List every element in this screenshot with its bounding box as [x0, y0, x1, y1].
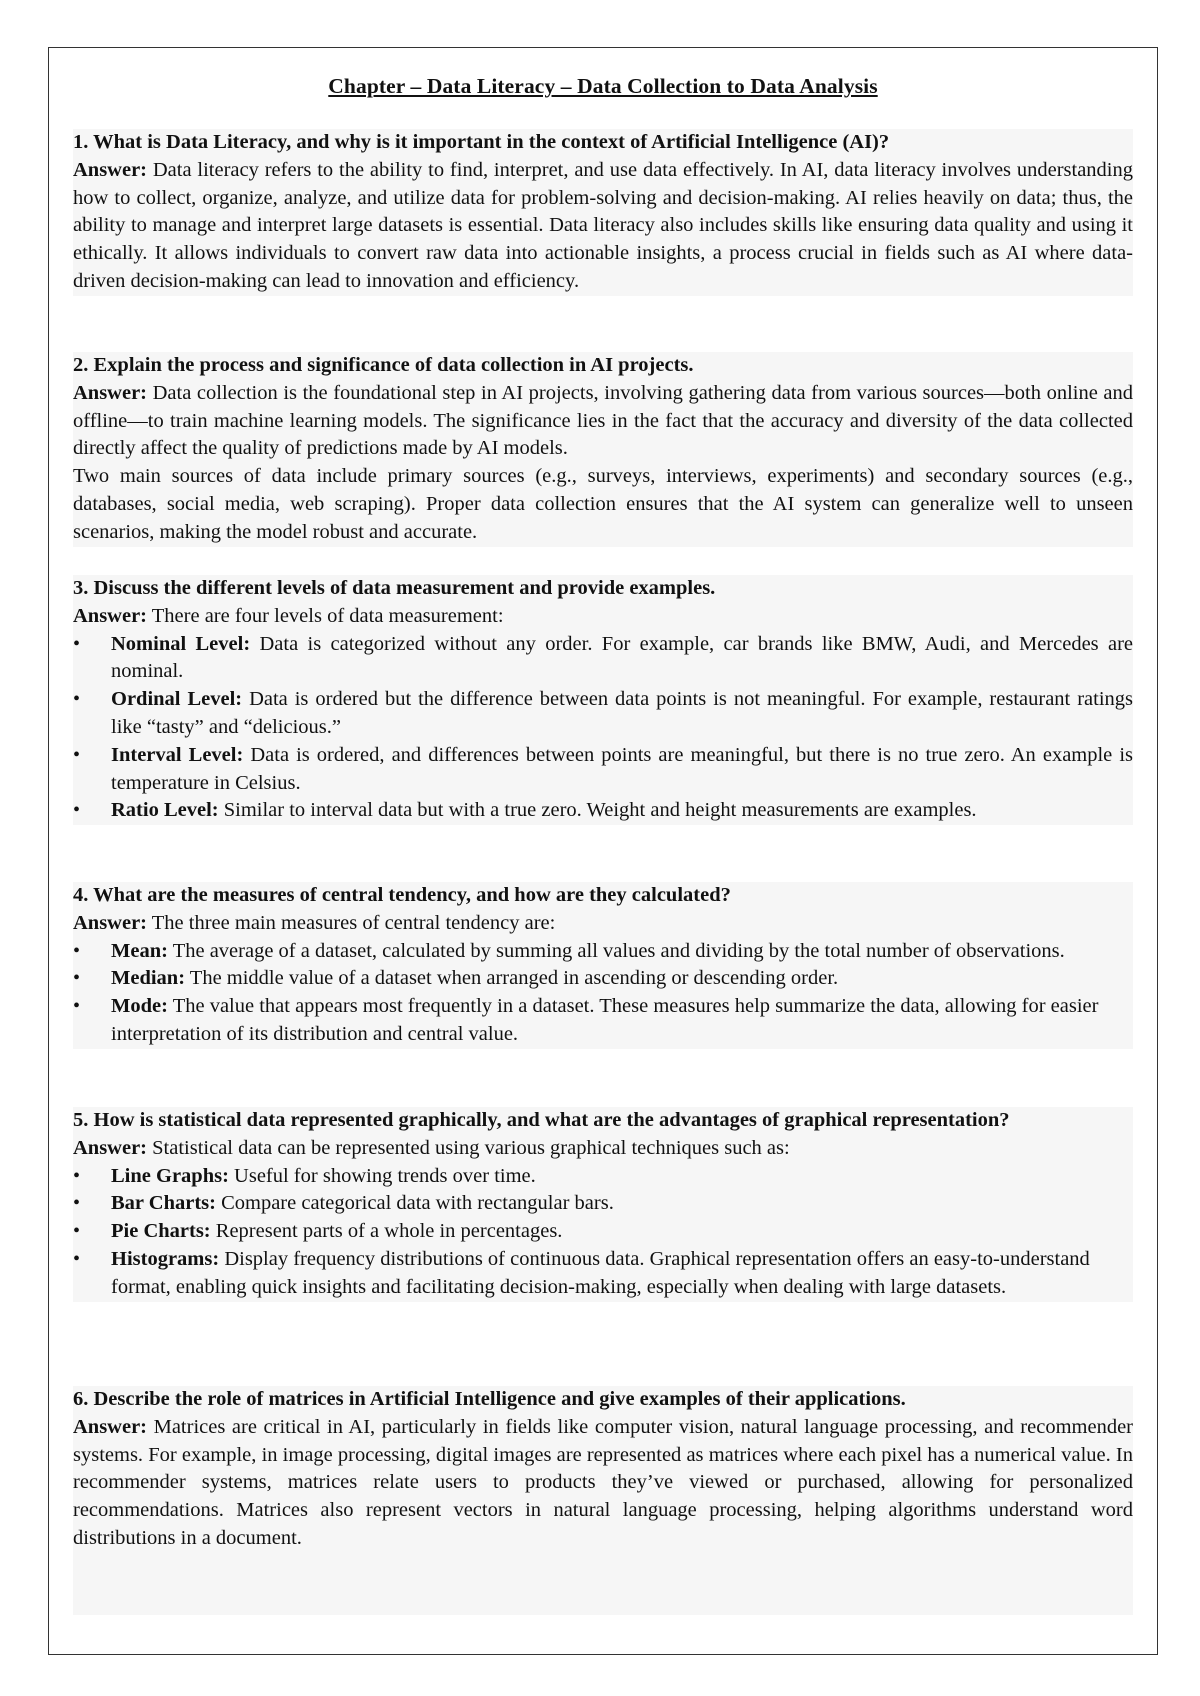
answer-label: Answer: — [73, 1136, 148, 1159]
list-item-term: Ordinal Level: — [111, 688, 243, 711]
list-item-term: Mode: — [111, 995, 168, 1018]
question-2: 2. Explain the process and significance of data collection in AI projects. — [73, 354, 694, 376]
graph-types-list — [73, 1163, 1133, 1302]
answer-1 — [73, 157, 1133, 296]
chapter-title: Chapter – Data Literacy – Data Collection to Data Analysis — [328, 74, 878, 98]
list-item-text: Useful for showing trends over time. — [234, 1164, 536, 1187]
qa-section-3 — [73, 575, 1133, 825]
list-item-text: The value that appears most frequently in a dataset. These measures help summarize the data, allowing for easier interpretation of its distribution and central value. — [111, 995, 1099, 1045]
measurement-levels-list — [73, 631, 1133, 826]
list-item-term: Median: — [111, 967, 186, 990]
list-item — [73, 686, 1133, 742]
question-6: 6. Describe the role of matrices in Artificial Intelligence and give examples of their applications. — [73, 1388, 906, 1410]
answer-text: Statistical data can be represented using various graphical techniques such as: — [152, 1136, 790, 1159]
list-item — [73, 1218, 1133, 1246]
answer-label: Answer: — [73, 911, 148, 934]
qa-section-4 — [73, 882, 1133, 1049]
list-item — [73, 1246, 1133, 1302]
list-item-term: Line Graphs: — [111, 1164, 229, 1187]
list-item-term: Nominal Level: — [111, 632, 251, 655]
list-item — [73, 797, 1133, 825]
question-1: 1. What is Data Literacy, and why is it important in the context of Artificial Intelligence (AI)? — [73, 131, 890, 153]
list-item-text: Compare categorical data with rectangular bars. — [221, 1192, 614, 1215]
list-item-text: Display frequency distributions of continuous data. Graphical representation offers an easy-to-understand format, enabling quick insights and facilitating decision-making, especially when dealing with large datasets. — [111, 1247, 1090, 1298]
answer-6 — [73, 1414, 1133, 1553]
answer-4 — [73, 910, 1133, 938]
list-item-text: Data is ordered but the difference between data points is not meaningful. For example, restaurant ratings like “tasty” and “delicious.” — [111, 688, 1134, 738]
answer-text: There are four levels of data measurement: — [151, 604, 504, 627]
answer-2-continued: Two main sources of data include primary sources (e.g., surveys, interviews, experiments) and secondary sources (e.g., databases, social media, web scraping). Proper data collection ensures that the AI system can generalize well to unseen scenarios, making the model robust and accurate. — [73, 465, 1133, 543]
list-item — [73, 1163, 1133, 1191]
page-frame — [48, 47, 1158, 1655]
list-item-text: The middle value of a dataset when arranged in ascending or descending order. — [189, 967, 839, 990]
qa-section-5 — [73, 1107, 1133, 1302]
qa-section-1 — [73, 129, 1133, 296]
answer-label: Answer: — [73, 381, 148, 404]
answer-3 — [73, 603, 1133, 631]
list-item-term: Pie Charts: — [111, 1220, 211, 1243]
answer-text: Data literacy refers to the ability to find, interpret, and use data effectively. In AI, data literacy involves understanding how to collect, organize, analyze, and utilize data for problem-solving and decision-making. AI relies heavily on data; thus, the ability to manage and interpret large datasets is essential. Data literacy also includes skills like ensuring data quality and using it ethically. It allows individuals to convert raw data into actionable insights, a process crucial in fields such as AI where data-driven decision-making can lead to innovation and efficiency. — [73, 158, 1134, 292]
central-tendency-list — [73, 938, 1133, 1049]
list-item — [73, 965, 1133, 993]
list-item-term: Bar Charts: — [111, 1192, 216, 1215]
answer-2 — [73, 380, 1133, 463]
qa-section-2 — [73, 352, 1133, 547]
question-5: 5. How is statistical data represented graphically, and what are the advantages of graphical representation? — [73, 1109, 1010, 1131]
question-4: 4. What are the measures of central tendency, and how are they calculated? — [73, 884, 731, 906]
list-item-text: The average of a dataset, calculated by summing all values and dividing by the total number of observations. — [172, 939, 1065, 962]
list-item-term: Mean: — [111, 939, 168, 962]
answer-label: Answer: — [73, 604, 148, 627]
list-item-term: Histograms: — [111, 1247, 220, 1270]
list-item — [73, 631, 1133, 687]
list-item-text: Represent parts of a whole in percentages. — [215, 1220, 563, 1243]
answer-text: Data collection is the foundational step in AI projects, involving gathering data from various sources—both online and offline—to train machine learning models. The significance lies in the fact that the accuracy and diversity of the data collected directly affect the quality of predictions made by AI models. — [73, 381, 1133, 460]
list-item — [73, 1190, 1133, 1218]
list-item-text: Similar to interval data but with a true zero. Weight and height measurements are examples. — [223, 799, 977, 822]
list-item — [73, 938, 1133, 966]
answer-text: Matrices are critical in AI, particularly in fields like computer vision, natural language processing, and recommender systems. For example, in image processing, digital images are represented as matrices where each pixel has a numerical value. In recommender systems, matrices relate users to products they’ve viewed or purchased, allowing for personalized recommendations. Matrices also represent vectors in natural language processing, helping algorithms understand word distributions in a document. — [73, 1415, 1134, 1549]
answer-label: Answer: — [73, 158, 148, 181]
list-item — [73, 742, 1133, 798]
question-3: 3. Discuss the different levels of data measurement and provide examples. — [73, 577, 716, 599]
answer-text: The three main measures of central tendency are: — [151, 911, 556, 934]
list-item-term: Interval Level: — [111, 743, 244, 766]
answer-5 — [73, 1135, 1133, 1163]
list-item-text: Data is ordered, and differences between points are meaningful, but there is no true zero. An example is temperature in Celsius. — [111, 743, 1134, 794]
qa-section-6 — [73, 1386, 1133, 1615]
list-item-term: Ratio Level: — [111, 799, 219, 822]
list-item — [73, 993, 1133, 1049]
answer-label: Answer: — [73, 1415, 148, 1438]
list-item-text: Data is categorized without any order. For example, car brands like BMW, Audi, and Mercedes are nominal. — [111, 632, 1134, 683]
